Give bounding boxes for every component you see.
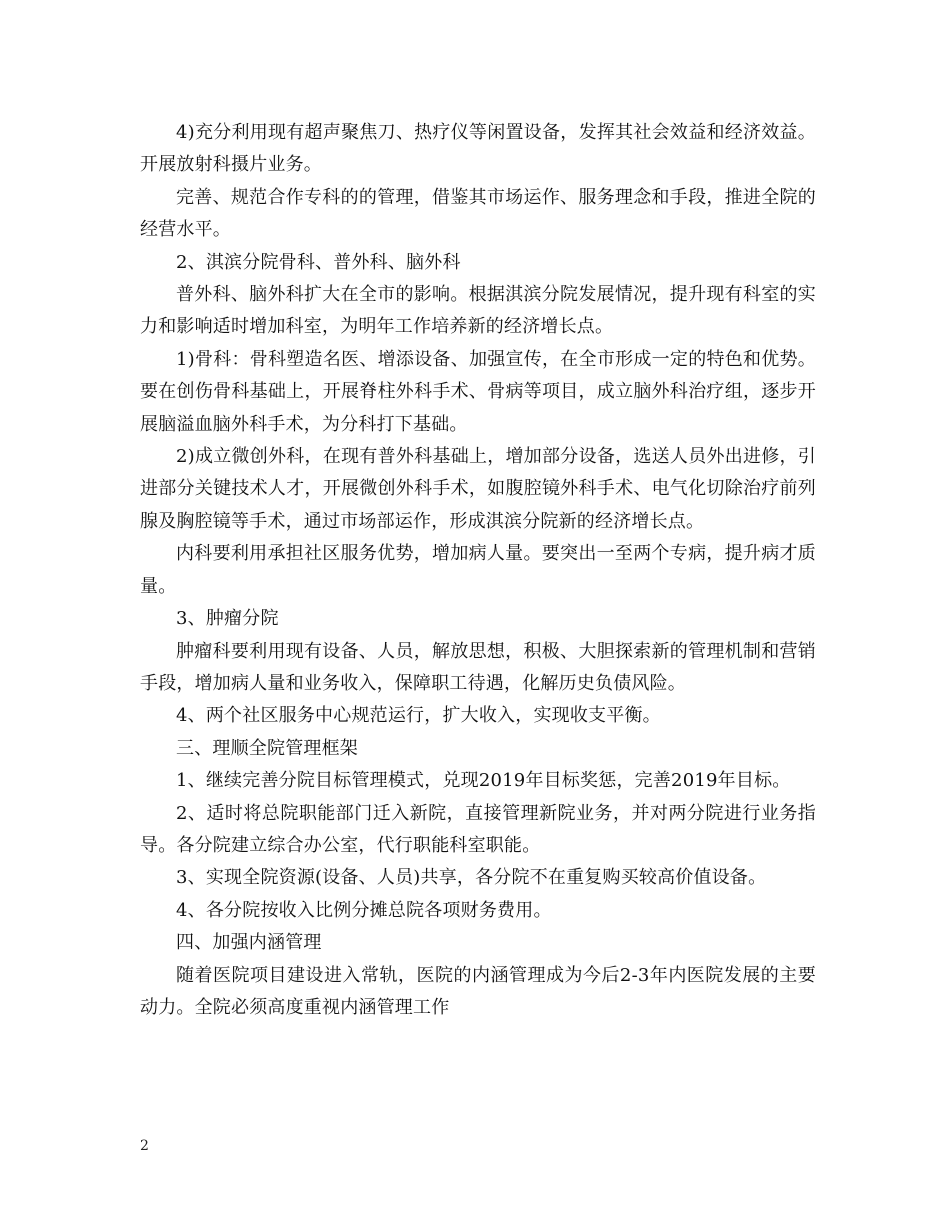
paragraph-general-surgery: 普外科、脑外科扩大在全市的影响。根据淇滨分院发展情况，提升现有科室的实力和影响适时增加科室，为明年工作培养新的经济增长点。	[140, 284, 816, 338]
paragraph-functional-departments: 2、适时将总院职能部门迁入新院，直接管理新院业务，并对两分院进行业务指导。各分院建立综合办公室，代行职能科室职能。	[140, 802, 816, 856]
paragraph-minimally-invasive: 2)成立微创外科，在现有普外科基础上，增加部分设备，选送人员外出进修，引进部分关键技术人才，开展微创外科手术，如腹腔镜外科手术、电气化切除治疗前列腺及胸腔镜等手术，通过市场部运作，形成淇滨分院新的经济增长点。	[140, 446, 816, 532]
heading-management-framework: 三、理顺全院管理框架	[176, 737, 358, 759]
paragraph-ultrasound-equipment: 4)充分利用现有超声聚焦刀、热疗仪等闲置设备，发挥其社会效益和经济效益。开展放射科摄片业务。	[140, 122, 816, 176]
page-number: 2	[140, 1138, 149, 1154]
paragraph-orthopedics: 1)骨科：骨科塑造名医、增添设备、加强宣传，在全市形成一定的特色和优势。要在创伤骨科基础上，开展脊柱外科手术、骨病等项目，成立脑外科治疗组，逐步开展脑溢血脑外科手术，为分科打下基础。	[140, 348, 816, 435]
paragraph-internal-medicine: 内科要利用承担社区服务优势，增加病人量。要突出一至两个专病，提升病才质量。	[140, 543, 816, 597]
paragraph-oncology: 肿瘤科要利用现有设备、人员，解放思想，积极、大胆探索新的管理机制和营销手段，增加病人量和业务收入，保障职工待遇，化解历史负债风险。	[140, 640, 816, 694]
heading-qibin-branch: 2、淇滨分院骨科、普外科、脑外科	[176, 251, 461, 273]
paragraph-target-management: 1、继续完善分院目标管理模式，兑现2019年目标奖惩，完善2019年目标。	[176, 770, 791, 792]
paragraph-internal-management: 随着医院项目建设进入常轨，医院的内涵管理成为今后2-3年内医院发展的主要动力。全院必须高度重视内涵管理工作	[140, 964, 816, 1018]
document-body	[140, 117, 816, 1024]
paragraph-community-centers: 4、两个社区服务中心规范运行，扩大收入，实现收支平衡。	[176, 705, 661, 727]
heading-internal-management: 四、加强内涵管理	[176, 932, 322, 954]
paragraph-cooperation-specialty: 完善、规范合作专科的的管理，借鉴其市场运作、服务理念和手段，推进全院的经营水平。	[140, 186, 816, 241]
heading-oncology-branch: 3、肿瘤分院	[176, 608, 279, 630]
paragraph-cost-allocation: 4、各分院按收入比例分摊总院各项财务费用。	[176, 899, 552, 921]
paragraph-resource-sharing: 3、实现全院资源(设备、人员)共享，各分院不在重复购买较高价值设备。	[176, 867, 767, 889]
